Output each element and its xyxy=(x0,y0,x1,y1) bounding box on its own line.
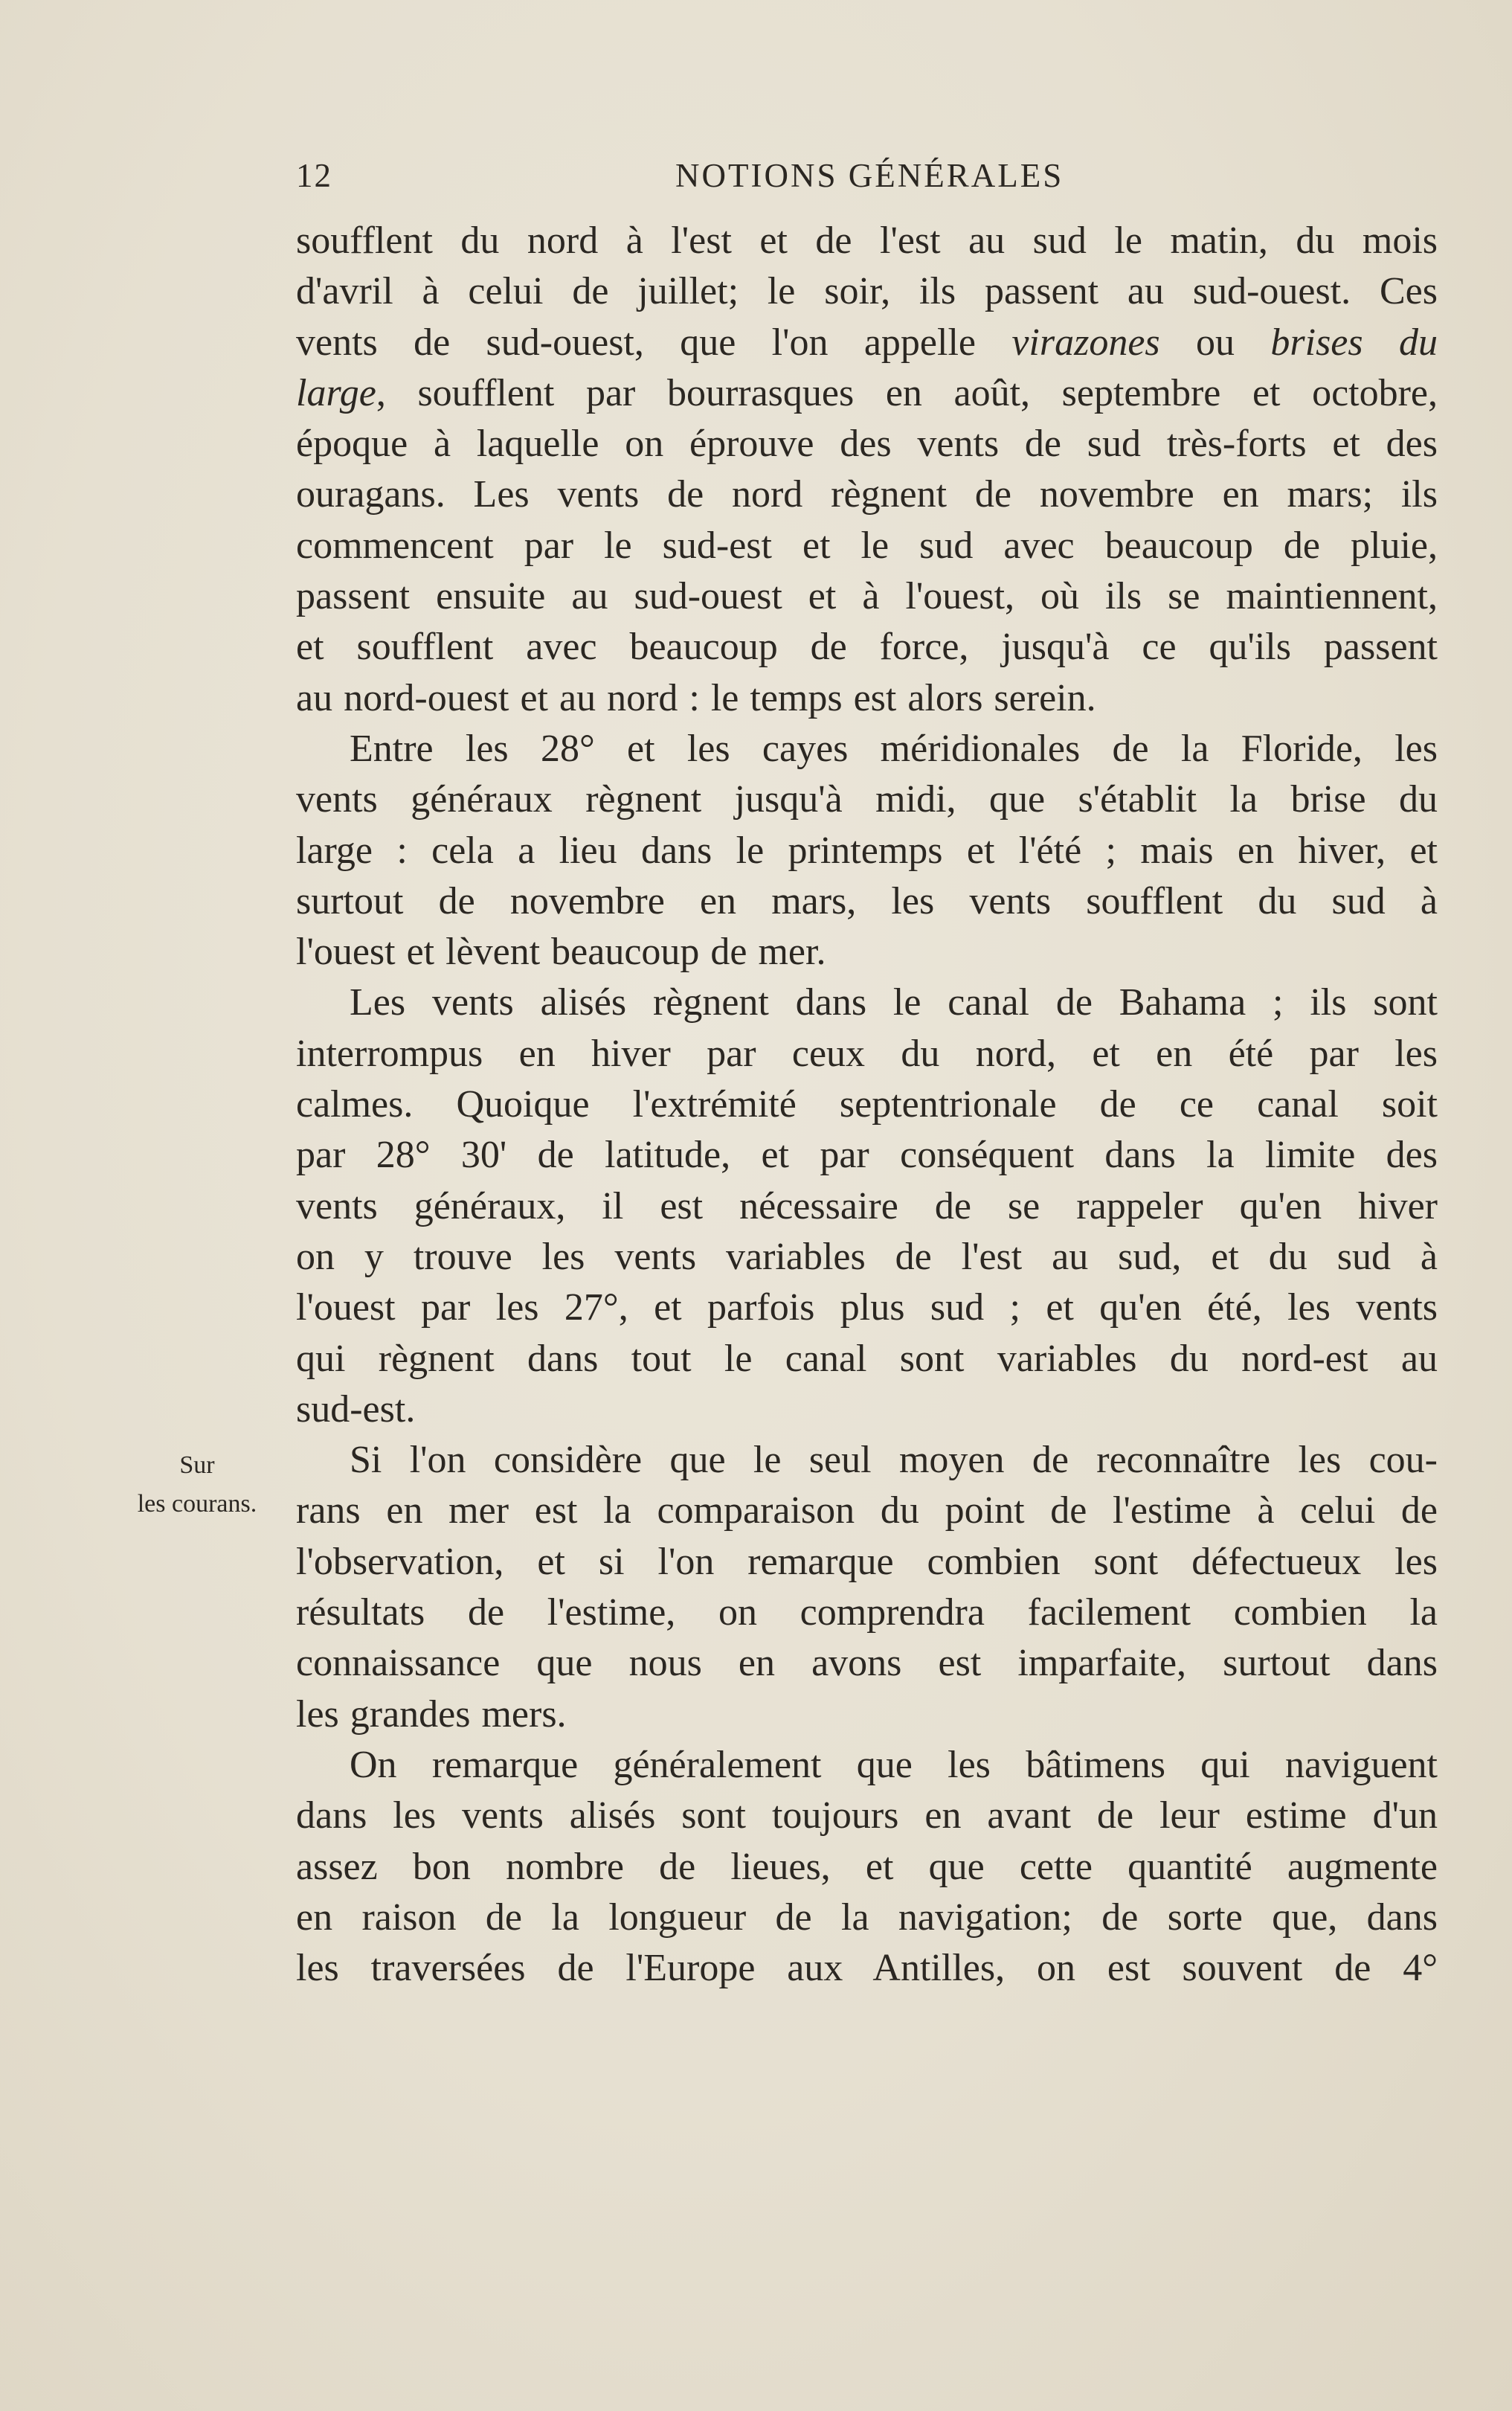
text-line: résultats de l'estime, on comprendra facilement combien la xyxy=(296,1591,1438,1634)
text-line: Entre les 28° et les cayes méridionales de la Floride, les xyxy=(350,727,1438,770)
text-line: les traversées de l'Europe aux Antilles, on est souvent de 4° xyxy=(296,1947,1438,1990)
text-line: vents généraux règnent jusqu'à midi, que s'établit la brise du xyxy=(296,778,1438,821)
italic-term: brises du xyxy=(1270,321,1438,364)
text-line xyxy=(296,368,1438,419)
running-head: NOTIONS GÉNÉRALES xyxy=(675,157,1064,194)
italic-term: virazones xyxy=(1011,321,1160,364)
margin-note xyxy=(112,1446,283,1524)
text-line: Si l'on considère que le seul moyen de reconnaître les cou- xyxy=(350,1439,1438,1482)
text-line: d'avril à celui de juillet; le soir, ils passent au sud-ouest. Ces xyxy=(296,270,1438,313)
text-line: dans les vents alisés sont toujours en avant de leur estime d'un xyxy=(296,1794,1438,1837)
text-line: interrompus en hiver par ceux du nord, et en été par les xyxy=(296,1032,1438,1075)
text-line: assez bon nombre de lieues, et que cette quantité augmente xyxy=(296,1845,1438,1888)
text-line: passent ensuite au sud-ouest et à l'ouest, où ils se maintiennent, xyxy=(296,575,1438,618)
text-line: et soufflent avec beaucoup de force, jusqu'à ce qu'ils passent xyxy=(296,626,1438,669)
text-line: l'observation, et si l'on remarque combien sont défectueux les xyxy=(296,1540,1438,1583)
text-line: Les vents alisés règnent dans le canal de Bahama ; ils sont xyxy=(350,981,1438,1024)
text-line: sud-est. xyxy=(296,1387,416,1431)
text-line: connaissance que nous en avons est imparfaite, surtout dans xyxy=(296,1642,1438,1685)
body-text xyxy=(296,216,1438,1994)
text-line: soufflent du nord à l'est et de l'est au sud le matin, du mois xyxy=(296,219,1438,262)
text-span: vents de sud-ouest, que l'on appelle xyxy=(296,321,1012,364)
text-line: vents généraux, il est nécessaire de se rappeler qu'en hiver xyxy=(296,1184,1438,1227)
text-line: ouragans. Les vents de nord règnent de novembre en mars; ils xyxy=(296,473,1438,516)
text-line: l'ouest par les 27°, et parfois plus sud ; et qu'en été, les vents xyxy=(296,1286,1438,1329)
text-line: au nord-ouest et au nord : le temps est alors serein. xyxy=(296,676,1096,719)
margin-note-line: Sur xyxy=(179,1451,215,1479)
text-line: qui règnent dans tout le canal sont variables du nord-est au xyxy=(296,1337,1438,1380)
margin-note-line: les courans. xyxy=(137,1490,257,1518)
text-line xyxy=(296,318,1438,368)
text-line: par 28° 30' de latitude, et par conséquent dans la limite des xyxy=(296,1134,1438,1177)
page-header xyxy=(296,156,1434,208)
text-line: époque à laquelle on éprouve des vents de sud très-forts et des xyxy=(296,423,1438,466)
text-line: on y trouve les vents variables de l'est au sud, et du sud à xyxy=(296,1235,1438,1278)
italic-term: large xyxy=(296,371,376,414)
text-span: , soufflent par bourrasques en août, septembre et octobre, xyxy=(376,371,1438,414)
text-line: large : cela a lieu dans le printemps et l'été ; mais en hiver, et xyxy=(296,829,1438,872)
text-line: calmes. Quoique l'extrémité septentrionale de ce canal soit xyxy=(296,1083,1438,1126)
text-span: ou xyxy=(1159,321,1271,364)
text-line: les grandes mers. xyxy=(296,1692,567,1736)
text-line: On remarque généralement que les bâtimens qui naviguent xyxy=(350,1743,1438,1786)
text-line: en raison de la longueur de la navigation; de sorte que, dans xyxy=(296,1895,1438,1939)
text-line: commencent par le sud-est et le sud avec beaucoup de pluie, xyxy=(296,524,1438,567)
text-line: rans en mer est la comparaison du point de l'estime à celui de xyxy=(296,1489,1438,1532)
text-line: l'ouest et lèvent beaucoup de mer. xyxy=(296,931,826,974)
page-number: 12 xyxy=(296,157,332,194)
text-line: surtout de novembre en mars, les vents soufflent du sud à xyxy=(296,879,1438,922)
